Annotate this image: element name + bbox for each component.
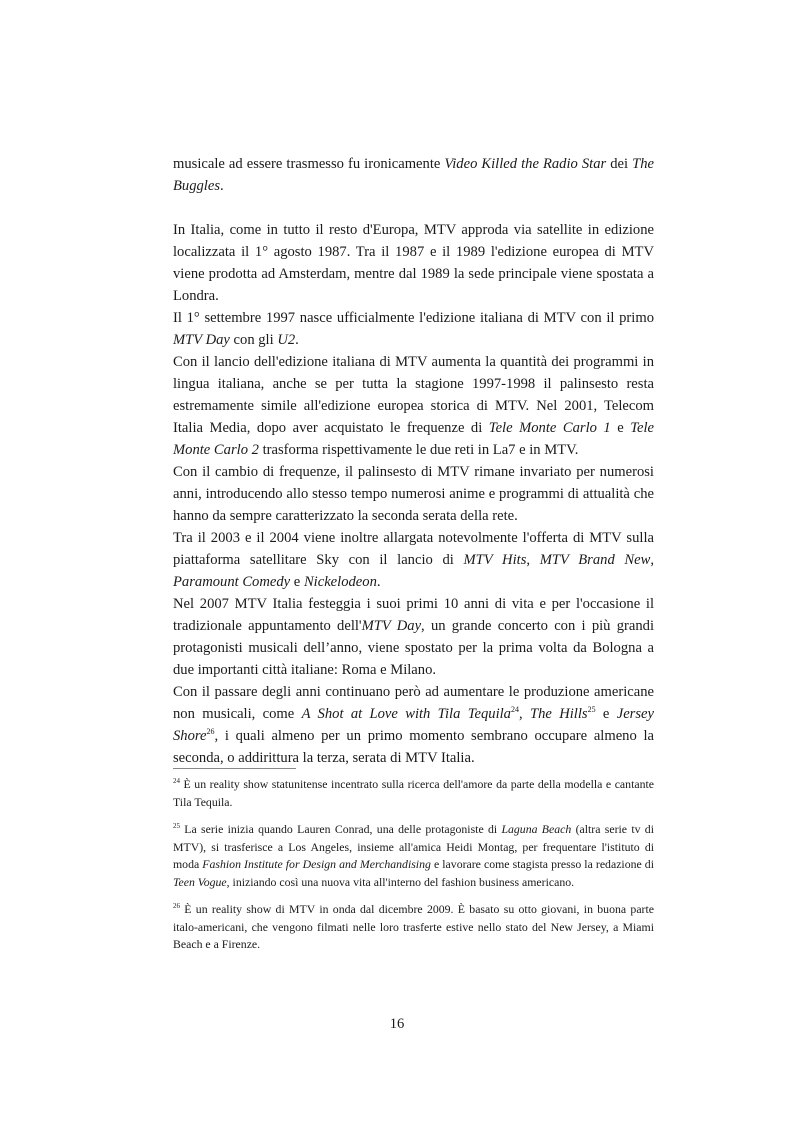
channel-name: MTV Brand New [539,552,651,568]
channel-name: Tele Monte Carlo 2 [173,420,655,458]
footnote-ref-25: 25 [587,705,596,715]
footnotes [173,776,654,964]
mtv-day-title: MTV Day [173,332,230,348]
channel-name: MTV Hits [463,552,527,568]
show-title: Jersey Shore [173,706,654,744]
paragraph-palinsesto: Con il cambio di frequenze, il palinsesto di MTV rimane invariato per numerosi anni, introducendo allo stesso tempo numerosi anime e programmi di attualità che hanno da sempre caratterizzato la seconda serata della rete. [173,464,654,524]
paragraph-telecom-italia: Con il lancio dell'edizione italiana di MTV aumenta la quantità dei programmi in lingua italiana, anche se per tutta la stagione 1997-1998 il palinsesto resta estremamente simile all'edizione europea storica di MTV. Nel 2001, Telecom Italia Media, dopo aver acquistato le frequenze di Tele Monte Carlo 1 e Tele Monte Carlo 2 trasforma rispettivamente le due reti in La7 e in MTV. [173,354,655,458]
footnote-ref-24: 24 [510,705,519,715]
footnote-ref-26: 26 [206,727,215,737]
paragraph-2007: Nel 2007 MTV Italia festeggia i suoi primi 10 anni di vita e per l'occasione il tradizionale appuntamento dell'MTV Day, un grande concerto con i più grandi protagonisti musicali dell’anno, viene spostato per la prima volta da Bologna a due importanti città italiane: Roma e Milano. [173,596,654,678]
channel-name: Paramount Comedy [173,574,291,590]
footnote-26: $^{26}$ È un reality show di MTV in onda dal dicembre 2009. È basato su otto giovani, in buona parte italo-americani, che vengono filmati nelle loro trasferte estive nello stato del New Jersey, a Miami Beach e a Firenze. [173,902,654,951]
band-name: The Buggles [173,156,654,194]
main-text [173,153,654,769]
channel-name: Tele Monte Carlo 1 [488,420,611,436]
show-title: A Shot at Love with Tila Tequila [301,706,511,722]
mtv-day-title: MTV Day [361,618,422,634]
paragraph-gap [173,197,654,219]
paragraph-mtv-europe: In Italia, come in tutto il resto d'Europa, MTV approda via satellite in edizione localizzata il 1° agosto 1987. Tra il 1987 e il 1989 l'edizione europea di MTV viene prodotta ad Amsterdam, mentre dal 1989 la sede principale viene spostata a Londra. [173,222,654,304]
paragraph-sky: Tra il 2003 e il 2004 viene inoltre allargata notevolmente l'offerta di MTV sulla piattaforma satellitare Sky con il lancio di MTV Hits, MTV Brand New, Paramount Comedy e Nickelodeon. [173,530,655,590]
song-title: Video Killed the Radio Star [444,156,607,172]
footnote-separator [173,768,296,769]
band-name: U2 [277,332,296,348]
paragraph-mtv-italia-launch: Il 1° settembre 1997 nasce ufficialmente l'edizione italiana di MTV con il primo MTV Day con gli U2. [173,310,654,348]
page-number: 16 [389,1016,405,1032]
footnote-24: $^{24}$ È un reality show statunitense incentrato sulla ricerca dell'amore da parte della modella e cantante Tila Tequila. [173,777,654,809]
footnote-25: $^{25}$ La serie inizia quando Lauren Conrad, una delle protagoniste di Laguna Beach (altra serie tv di MTV), si trasferisce a Los Angeles, insieme all'amica Heidi Montag, per frequentare l'istituto di moda Fashion Institute for Design and Merchandising e lavorare come stagista presso la redazione di Teen Vogue, iniziando così una nuova vita all'interno del fashion business americano. [173,822,654,889]
paragraph-mtv-first-video: musicale ad essere trasmesso fu ironicamente Video Killed the Radio Star dei The Buggles. [173,156,654,194]
show-title: The Hills [529,706,588,722]
paragraph-american-shows: Con il passare degli anni continuano però ad aumentare le produzione americane non musicali, come A Shot at Love with Tila Tequila$^{24}$, The Hills$^{25}$ e Jersey Shore$^{26}$, i quali almeno per un primo momento sembrano occupare almeno la seconda, o addirittura la terza, serata di MTV Italia. [173,684,654,766]
channel-name: Nickelodeon [303,574,377,590]
